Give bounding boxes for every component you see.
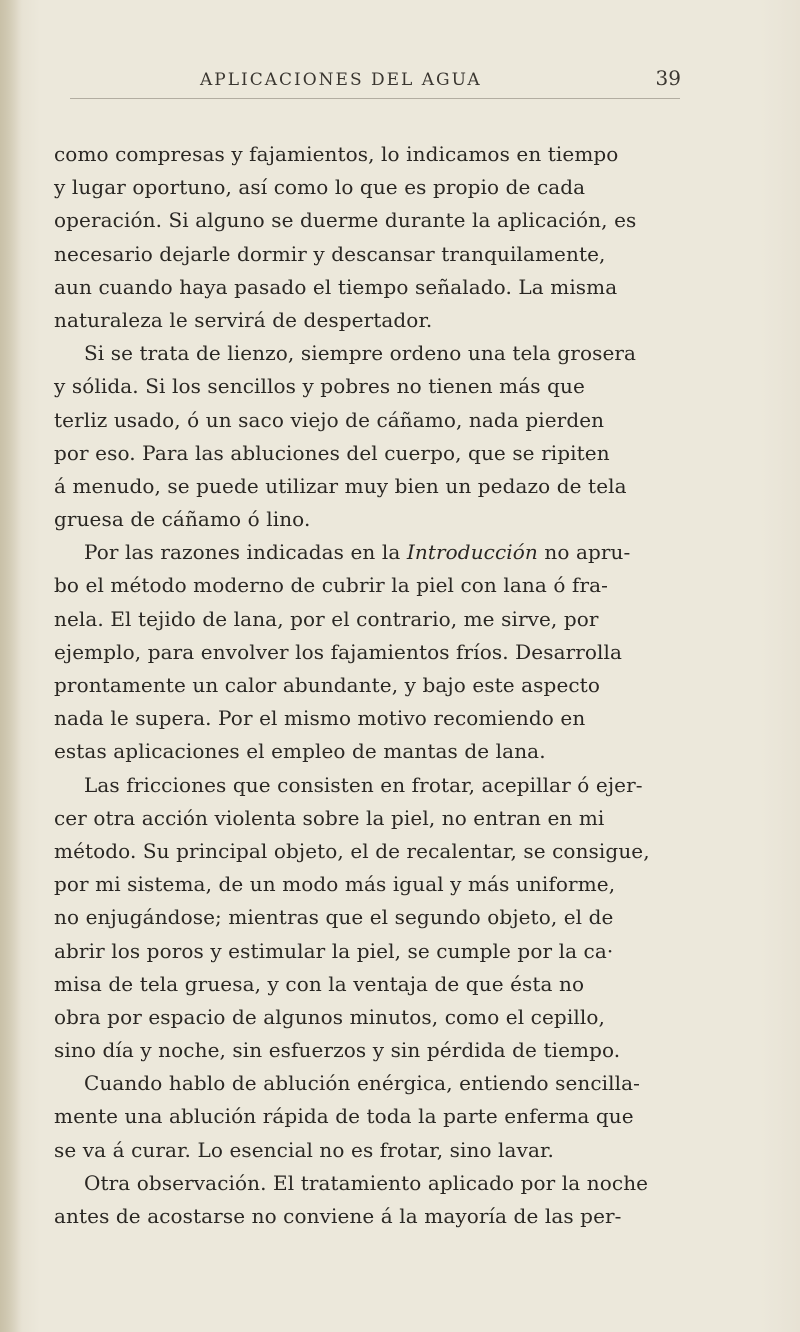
text-segment: Por las razones indicadas en la [84, 540, 401, 565]
text-line: se va á curar. Lo esencial no es frotar, sino lavar. [54, 1137, 554, 1162]
text-line: obra por espacio de algunos minutos, como el cepillo, [54, 1004, 605, 1029]
text-line: nada le supera. Por el mismo motivo recomiendo en [54, 706, 586, 731]
paragraph-start-line: Las fricciones que consisten en frotar, acepillar ó ejer- [84, 772, 643, 797]
paragraph-start-line: Si se trata de lienzo, siempre ordeno una tela grosera [84, 341, 637, 366]
text-line: operación. Si alguno se duerme durante la aplicación, es [54, 208, 637, 233]
text-line [54, 569, 694, 602]
text-line: mente una ablución rápida de toda la parte enferma que [54, 1104, 634, 1129]
text-line: terliz usado, ó un saco viejo de cáñamo, nada pierden [54, 407, 605, 432]
text-line: abrir los poros y estimular la piel, se cumple por la ca· [54, 938, 614, 963]
text-line: como compresas y fajamientos, lo indicamos en tiempo [54, 142, 619, 166]
body-text [54, 138, 694, 1233]
paragraph-start-line: Cuando hablo de ablución enérgica, entiendo sencilla- [84, 1071, 641, 1096]
text-line: no enjugándose; mientras que el segundo objeto, el de [54, 905, 614, 930]
page-gutter-shadow [0, 0, 22, 1332]
text-line: nela. El tejido de lana, por el contrario, me sirve, por [54, 606, 599, 631]
text-line: por eso. Para las abluciones del cuerpo, que se ripiten [54, 440, 610, 465]
text-segment: bo [54, 573, 80, 598]
text-line: por mi sistema, de un modo más igual y más uniforme, [54, 872, 616, 897]
text-line: aun cuando haya pasado el tiempo señalado. La misma [54, 274, 618, 299]
text-line: naturaleza le servirá de despertador. [54, 307, 433, 332]
text-line: misa de tela gruesa, y con la ventaja de que ésta no [54, 971, 585, 996]
text-segment: no apru- [544, 540, 631, 565]
header-rule [70, 98, 680, 99]
text-line: gruesa de cáñamo ó lino. [54, 507, 311, 532]
text-line: estas aplicaciones el empleo de mantas de lana. [54, 739, 546, 764]
text-line: necesario dejarle dormir y descansar tranquilamente, [54, 241, 606, 266]
text-line: prontamente un calor abundante, y bajo este aspecto [54, 673, 600, 697]
text-segment: el método moderno de cubrir la piel con lana ó fra- [85, 573, 608, 598]
running-title: APLICACIONES DEL AGUA [200, 70, 482, 90]
text-line: cer otra acción violenta sobre la piel, no entran en mi [54, 805, 605, 830]
text-line: sino día y noche, sin esfuerzos y sin pérdida de tiempo. [54, 1038, 621, 1063]
text-line: ejemplo, para envolver los fajamientos fríos. Desarrolla [54, 639, 623, 664]
italic-title: Introducción [406, 540, 538, 565]
text-line: antes de acostarse no conviene á la mayoría de las per- [54, 1204, 622, 1228]
paragraph-start-line: Otra observación. El tratamiento aplicado por la noche [84, 1170, 649, 1195]
running-head [56, 62, 681, 96]
text-line: y lugar oportuno, así como lo que es propio de cada [54, 175, 586, 200]
text-line: á menudo, se puede utilizar muy bien un pedazo de tela [54, 473, 627, 498]
paragraph-start-line [54, 536, 694, 569]
text-line: método. Su principal objeto, el de recalentar, se consigue, [54, 838, 650, 863]
text-line: y sólida. Si los sencillos y pobres no tienen más que [54, 374, 585, 399]
page-number: 39 [655, 66, 681, 90]
